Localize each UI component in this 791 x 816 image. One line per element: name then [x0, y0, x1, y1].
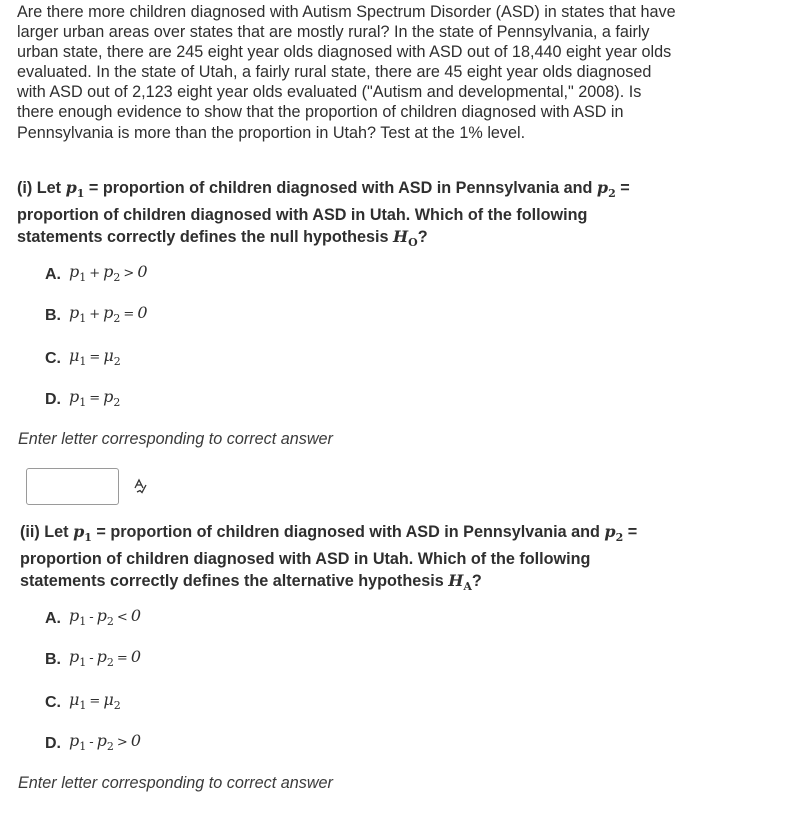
q1-answer-input[interactable]	[26, 468, 119, 505]
preview-math-icon[interactable]	[132, 477, 150, 495]
q2-p1-symbol: $p_1$	[73, 522, 92, 544]
q1-p2-symbol: $p_2$	[596, 178, 616, 200]
option-letter: C.	[45, 350, 61, 367]
q1-prefix: (i) Let	[17, 179, 62, 197]
option-letter: D.	[45, 735, 61, 752]
q2-p2-equals: =	[627, 523, 638, 541]
option-expression: $p_1 + p_2 > 0$	[69, 262, 148, 284]
q1-option-c	[45, 348, 121, 370]
option-letter: A.	[45, 610, 61, 627]
option-expression: $p_1 - p_2 < 0$	[69, 606, 141, 628]
q2-p1-definition: = proportion of children diagnosed with ASD in Pennsylvania and	[96, 523, 600, 541]
option-expression: $\mu_1 = \mu_2$	[69, 346, 121, 368]
q1-option-a	[45, 264, 148, 286]
option-expression: $p_1 = p_2$	[69, 387, 121, 409]
q2-option-b	[45, 649, 141, 671]
option-letter: D.	[45, 391, 61, 408]
option-letter: A.	[45, 266, 61, 283]
q1-option-b	[45, 305, 148, 327]
q1-p2-equals: =	[620, 179, 630, 197]
q1-line2: proportion of children diagnosed with ASD in Utah. Which of the following	[17, 205, 588, 224]
option-expression: $p_1 - p_2 > 0$	[69, 731, 141, 753]
q2-option-d	[45, 733, 141, 755]
q2-prefix: (ii) Let	[20, 523, 69, 541]
q2-line2: proportion of children diagnosed with ASD in Utah. Which of the following	[20, 549, 591, 568]
question-2: (ii) Let $p_1$ = proportion of children diagnosed with ASD in Pennsylvania and $p_2$ = proportion of children diagnosed with ASD in Utah. Which of the following statements correctly defines the alternative hypothesis $H_A$?	[20, 522, 638, 593]
q1-prompt: Enter letter corresponding to correct answer	[18, 430, 333, 448]
q1-option-d	[45, 389, 120, 411]
q2-prompt: Enter letter corresponding to correct answer	[18, 774, 333, 792]
question-1: (i) Let $p_1$ = proportion of children diagnosed with ASD in Pennsylvania and $p_2$ = proportion of children diagnosed with ASD in Utah. Which of the following statements correctly defines the null hypothesis $H_O$?	[17, 178, 630, 249]
q1-line3: statements correctly defines the null hypothesis	[17, 228, 389, 246]
q2-p2-symbol: $p_2$	[604, 522, 624, 544]
problem-statement: Are there more children diagnosed with Autism Spectrum Disorder (ASD) in states that have larger urban areas over states that are mostly rural? In the state of Pennsylvania, a fairly urban state, there are 245 eight year olds diagnosed with ASD out of 18,440 eight year olds evaluated. In the state of Utah, a fairly rural state, there are 45 eight year olds diagnosed with ASD out of 2,123 eight year olds evaluated ("Autism and developmental," 2008). Is there enough evidence to show that the proportion of children diagnosed with ASD in Pennsylvania is more than the proportion in Utah? Test at the 1% level.	[17, 3, 676, 142]
q2-option-a	[45, 608, 141, 630]
option-letter: B.	[45, 307, 61, 324]
option-expression: $p_1 - p_2 = 0$	[69, 647, 141, 669]
q2-option-c	[45, 692, 121, 714]
q1-p1-definition: = proportion of children diagnosed with ASD in Pennsylvania and	[88, 179, 593, 197]
option-expression: $\mu_1 = \mu_2$	[69, 690, 121, 712]
option-expression: $p_1 + p_2 = 0$	[69, 303, 148, 325]
q2-line3: statements correctly defines the alternative hypothesis	[20, 572, 444, 590]
option-letter: C.	[45, 694, 61, 711]
option-letter: B.	[45, 651, 61, 668]
q2-hypothesis-symbol: $H_A$	[448, 571, 472, 593]
q1-p1-symbol: $p_1$	[65, 178, 85, 200]
q1-hypothesis-symbol: $H_O$	[393, 227, 418, 249]
